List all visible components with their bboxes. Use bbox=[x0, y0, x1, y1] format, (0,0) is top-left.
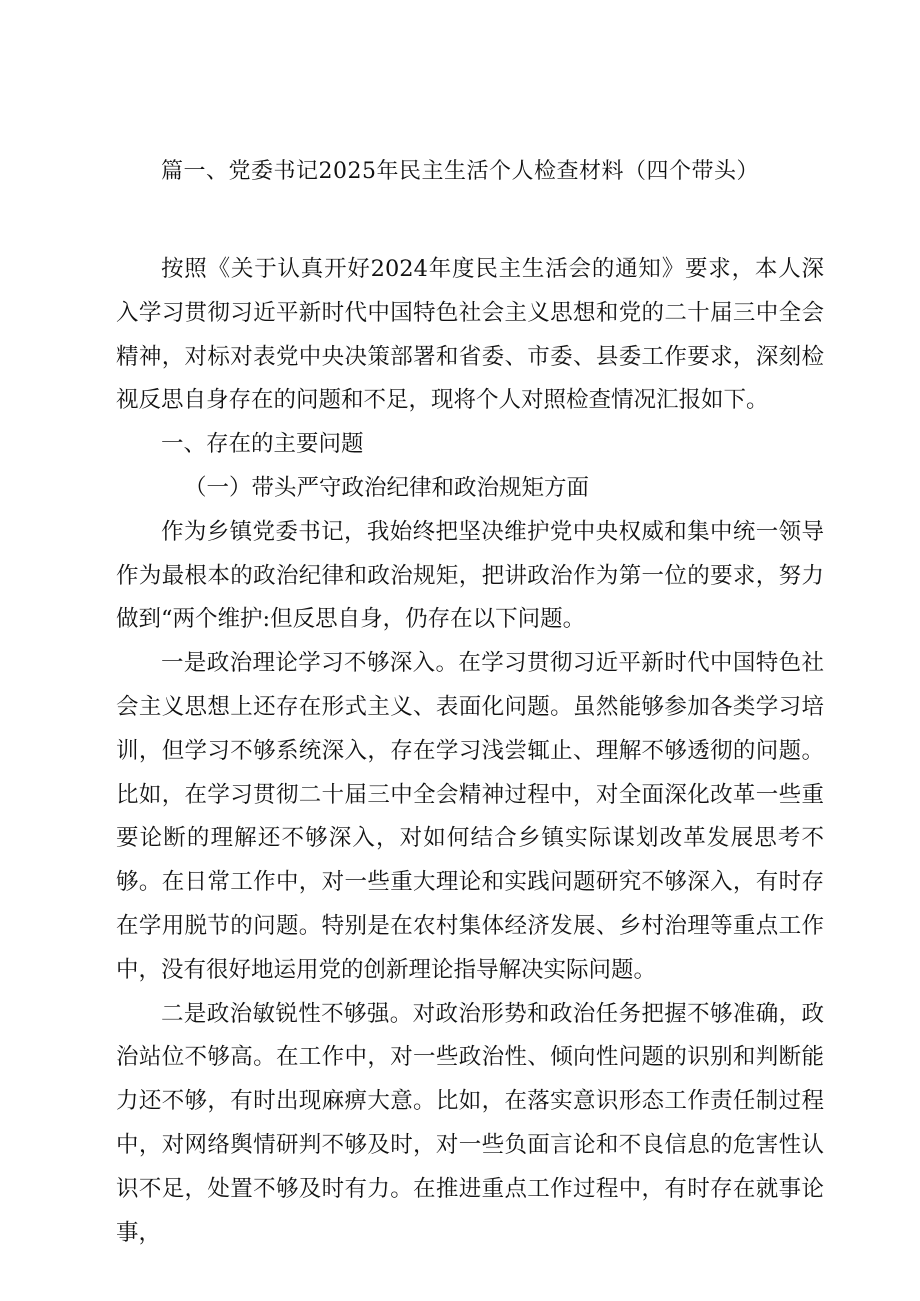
document-title: 篇一、党委书记2025年民主生活个人检查材料（四个带头） bbox=[161, 159, 759, 184]
paragraph-problem-two: 二是政治敏锐性不够强。对政治形势和政治任务把握不够准确，政治站位不够高。在工作中，对一些政治性、倾向性问题的识别和判断能力还不够，有时出现麻痹大意。比如，在落实意识形态工作责任制过程中，对网络舆情研判不够及时，对一些负面言论和不良信息的危害性认识不足，处置不够及时有力。在推进重点工作过程中，有时存在就事论事， bbox=[116, 1000, 824, 1246]
subsection-heading: （一）带头严守政治纪律和政治规矩方面 bbox=[184, 474, 590, 501]
paragraph-role: 作为乡镇党委书记，我始终把坚决维护党中央权威和集中统一领导作为最根本的政治纪律和政治规矩，把讲政治作为第一位的要求，努力做到“两个维护:但反思自身，仍存在以下问题。 bbox=[116, 518, 824, 633]
paragraph-intro: 按照《关于认真开好2024年度民主生活会的通知》要求，本人深入学习贯彻习近平新时代中国特色社会主义思想和党的二十届三中全会精神，对标对表党中央决策部署和省委、市委、县委工作要求，深刻检视反思自身存在的问题和不足，现将个人对照检查情况汇报如下。 bbox=[116, 256, 824, 414]
paragraph-problem-one: 一是政治理论学习不够深入。在学习贯彻习近平新时代中国特色社会主义思想上还存在形式主义、表面化问题。虽然能够参加各类学习培训，但学习不够系统深入，存在学习浅尝辄止、理解不够透彻的问题。比如，在学习贯彻二十届三中全会精神过程中，对全面深化改革一些重要论断的理解还不够深入，对如何结合乡镇实际谋划改革发展思考不够。在日常工作中，对一些重大理论和实践问题研究不够深入，有时存在学用脱节的问题。特别是在农村集体经济发展、乡村治理等重点工作中，没有很好地运用党的创新理论指导解决实际问题。 bbox=[116, 650, 824, 983]
section-heading: 一、存在的主要问题 bbox=[161, 431, 364, 458]
document-body bbox=[116, 248, 824, 1255]
